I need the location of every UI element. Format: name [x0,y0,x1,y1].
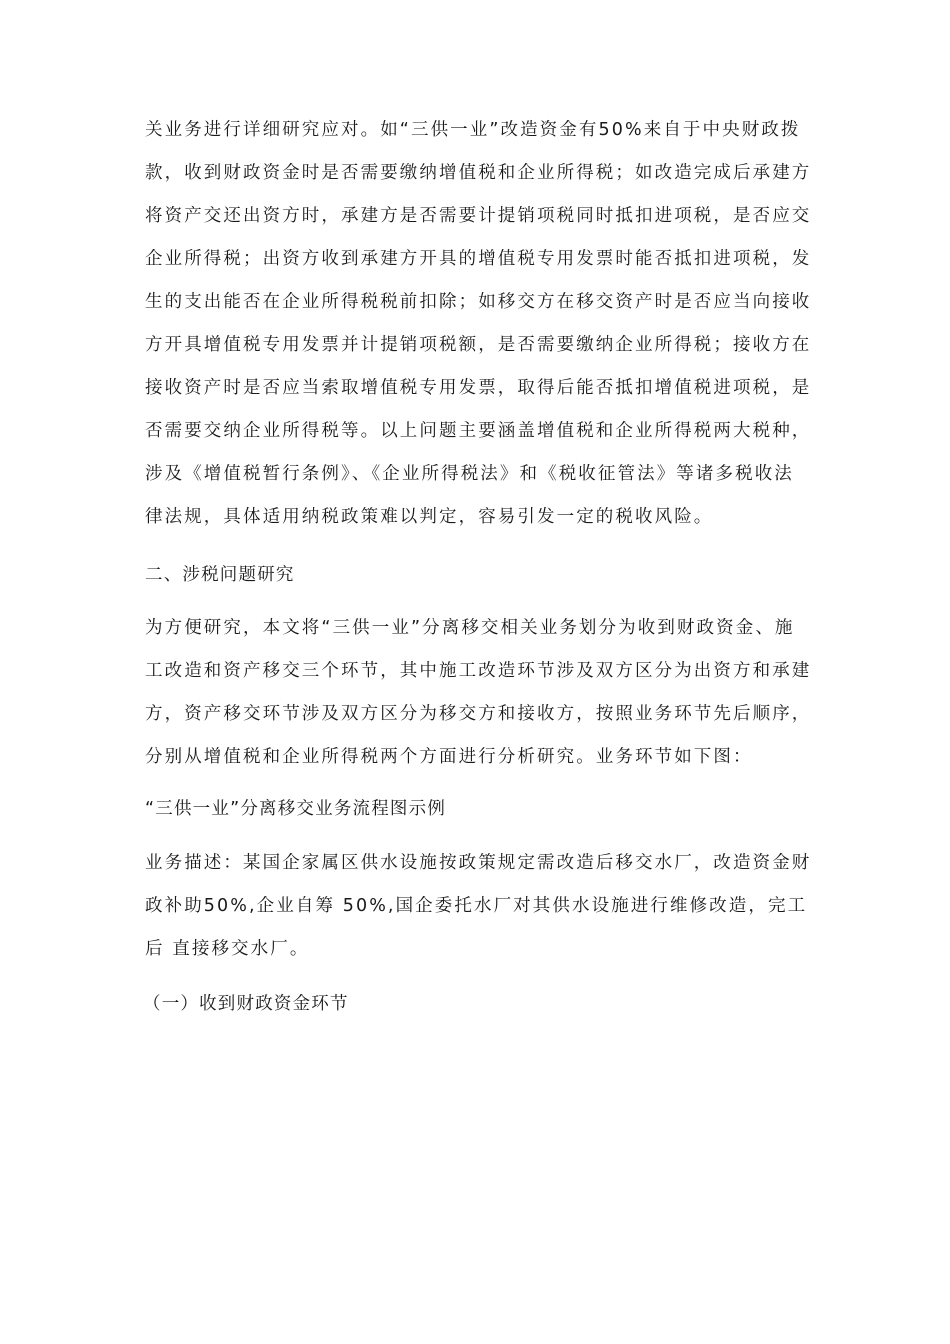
paragraph2-line-4: 分别从增值税和企业所得税两个方面进行分析研究。业务环节如下图： [145,747,753,767]
paragraph1-line-9: 涉及《增值税暂行条例》、《企业所得税法》和《税收征管法》等诸多税收法 [145,464,794,484]
subsection-heading: （一）收到财政资金环节 [143,994,349,1014]
paragraph3-line-1: 业务描述：某国企家属区供水设施按政策规定需改造后移交水厂，改造资金财 [145,853,812,873]
paragraph2-line-2: 工改造和资产移交三个环节，其中施工改造环节涉及双方区分为出资方和承建 [145,661,812,681]
paragraph3-line-2: 政补助50%,企业自筹 50%,国企委托水厂对其供水设施进行维修改造，完工 [145,896,808,916]
paragraph1-line-1: 关业务进行详细研究应对。如“三供一业”改造资金有50%来自于中央财政拨 [145,120,801,140]
paragraph1-line-8: 否需要交纳企业所得税等。以上问题主要涵盖增值税和企业所得税两大税种， [145,421,812,441]
paragraph2-line-3: 方，资产移交环节涉及双方区分为移交方和接收方，按照业务环节先后顺序， [145,704,812,724]
paragraph1-line-6: 方开具增值税专用发票并计提销项税额，是否需要缴纳企业所得税；接收方在 [145,335,812,355]
paragraph1-line-10: 律法规，具体适用纳税政策难以判定，容易引发一定的税收风险。 [145,507,714,527]
paragraph1-line-3: 将资产交还出资方时，承建方是否需要计提销项税同时抵扣进项税，是否应交 [145,206,812,226]
paragraph1-line-4: 企业所得税；出资方收到承建方开具的增值税专用发票时能否抵扣进项税，发 [145,249,812,269]
paragraph3-line-3: 后 直接移交水厂。 [145,939,310,959]
figure-caption: “三供一业”分离移交业务流程图示例 [145,799,447,819]
section-heading: 二、涉税问题研究 [145,565,295,585]
paragraph2-line-1: 为方便研究，本文将“三供一业”分离移交相关业务划分为收到财政资金、施 [145,618,795,638]
paragraph1-line-5: 生的支出能否在企业所得税税前扣除；如移交方在移交资产时是否应当向接收 [145,292,812,312]
paragraph1-line-2: 款，收到财政资金时是否需要缴纳增值税和企业所得税；如改造完成后承建方 [145,163,812,183]
paragraph1-line-7: 接收资产时是否应当索取增值税专用发票，取得后能否抵扣增值税进项税，是 [145,378,812,398]
